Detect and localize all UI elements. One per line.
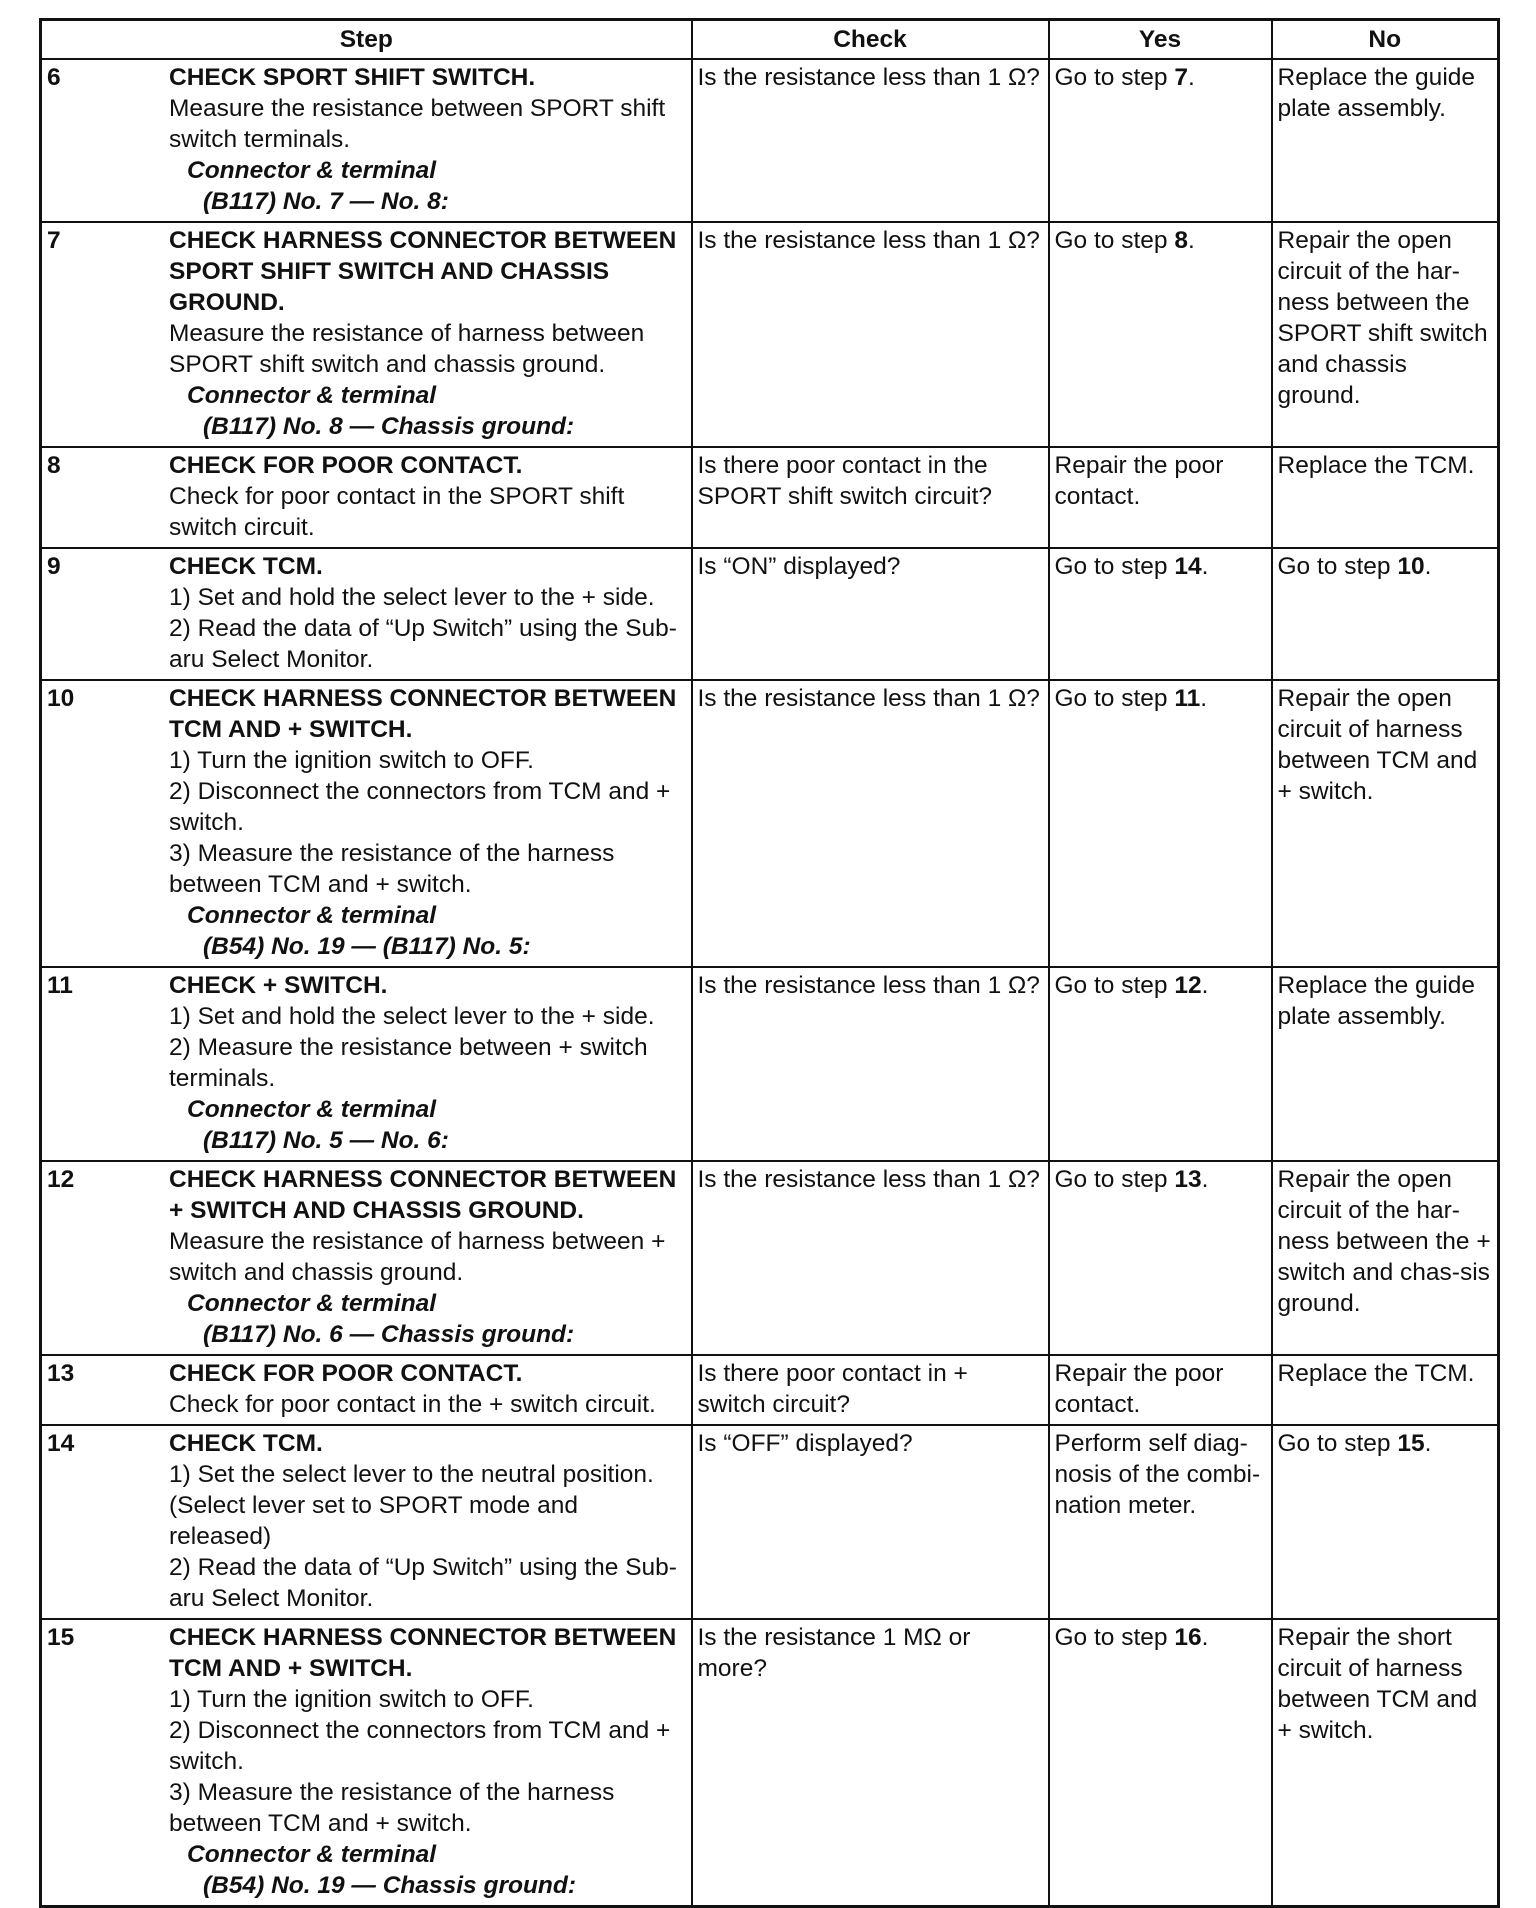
step-instruction: Check for poor contact in the SPORT shift — [169, 483, 625, 510]
step-number: 7 — [47, 227, 61, 254]
no-text: Repair the open circuit of the har-ness between the + switch and chas-sis ground. — [1277, 1166, 1491, 1317]
check-cell: Is the resistance less than 1 Ω? — [692, 967, 1049, 1161]
step-instruction: aru Select Monitor. — [169, 646, 374, 673]
yes-text: Perform self diag-nosis of the combi-nation meter. — [1054, 1430, 1261, 1519]
table-row — [41, 680, 1499, 967]
yes-end: . — [1201, 553, 1209, 580]
step-instruction: switch terminals. — [169, 126, 351, 153]
connector-label: Connector & terminal — [187, 1290, 437, 1317]
step-title: CHECK HARNESS CONNECTOR BETWEEN TCM AND + SWITCH. — [169, 1624, 677, 1682]
step-title: CHECK SPORT SHIFT SWITCH. — [169, 64, 536, 91]
step-title: CHECK FOR POOR CONTACT. — [169, 452, 523, 479]
step-cell — [41, 447, 692, 548]
step-cell — [41, 680, 692, 967]
no-cell — [1272, 967, 1499, 1161]
no-text: Replace the TCM. — [1277, 1360, 1475, 1387]
step-instruction: between TCM and + switch. — [169, 871, 472, 898]
no-cell — [1272, 1355, 1499, 1425]
yes-step-ref: 16 — [1174, 1624, 1202, 1651]
step-cell — [41, 548, 692, 680]
check-cell: Is the resistance 1 MΩ or more? — [692, 1619, 1049, 1907]
no-text: Replace the guide plate assembly. — [1277, 972, 1476, 1030]
step-instruction: Check for poor contact in the + switch circuit. — [169, 1391, 656, 1418]
step-instruction: 2) Read the data of “Up Switch” using the Sub- — [169, 1554, 677, 1581]
step-cell — [41, 1355, 692, 1425]
table-row — [41, 222, 1499, 447]
yes-text: Go to step — [1054, 227, 1175, 254]
header-yes: Yes — [1049, 20, 1272, 60]
step-instruction: aru Select Monitor. — [169, 1585, 374, 1612]
connector-value: (B54) No. 19 — Chassis ground: — [203, 1872, 577, 1899]
no-step-ref: 10 — [1397, 553, 1425, 580]
header-step: Step — [41, 20, 692, 60]
no-cell — [1272, 1619, 1499, 1907]
step-instruction: Measure the resistance between SPORT shift — [169, 95, 666, 122]
no-text: Repair the open circuit of the har-ness between the SPORT shift switch and chassis ground. — [1277, 227, 1488, 409]
step-cell — [41, 1425, 692, 1619]
yes-end: . — [1188, 227, 1195, 254]
yes-text: Repair the poor contact. — [1054, 452, 1224, 510]
step-cell — [41, 59, 692, 222]
step-number: 12 — [47, 1166, 75, 1193]
connector-label: Connector & terminal — [187, 1096, 437, 1123]
connector-value: (B117) No. 6 — Chassis ground: — [203, 1321, 575, 1348]
yes-text: Go to step — [1054, 972, 1175, 999]
step-instruction: switch and chassis ground. — [169, 1259, 464, 1286]
no-text: Go to step — [1277, 553, 1398, 580]
connector-label: Connector & terminal — [187, 382, 437, 409]
yes-cell — [1049, 1355, 1272, 1425]
table-row — [41, 59, 1499, 222]
check-cell: Is there poor contact in the SPORT shift switch circuit? — [692, 447, 1049, 548]
yes-step-ref: 12 — [1174, 972, 1202, 999]
yes-cell — [1049, 548, 1272, 680]
no-text: Replace the guide plate assembly. — [1277, 64, 1476, 122]
no-text: Go to step — [1277, 1430, 1398, 1457]
yes-end: . — [1188, 64, 1195, 91]
header-no: No — [1272, 20, 1499, 60]
step-cell — [41, 967, 692, 1161]
check-cell: Is the resistance less than 1 Ω? — [692, 59, 1049, 222]
check-cell: Is “OFF” displayed? — [692, 1425, 1049, 1619]
connector-label: Connector & terminal — [187, 902, 437, 929]
no-cell — [1272, 548, 1499, 680]
step-instruction: switch. — [169, 809, 244, 836]
yes-text: Go to step — [1054, 64, 1175, 91]
step-instruction: between TCM and + switch. — [169, 1810, 472, 1837]
step-title: CHECK TCM. — [169, 553, 323, 580]
diagnostic-table — [39, 18, 1500, 1908]
step-number: 10 — [47, 685, 75, 712]
step-number: 14 — [47, 1430, 75, 1457]
step-instruction: 2) Read the data of “Up Switch” using the Sub- — [169, 615, 677, 642]
yes-end: . — [1201, 972, 1209, 999]
yes-cell — [1049, 967, 1272, 1161]
step-number: 8 — [47, 452, 61, 479]
table-row — [41, 1425, 1499, 1619]
yes-step-ref: 14 — [1174, 553, 1202, 580]
step-instruction: Measure the resistance of harness between — [169, 320, 645, 347]
yes-step-ref: 11 — [1174, 685, 1201, 712]
step-instruction: 3) Measure the resistance of the harness — [169, 1779, 615, 1806]
no-cell — [1272, 222, 1499, 447]
no-cell — [1272, 1425, 1499, 1619]
check-cell: Is “ON” displayed? — [692, 548, 1049, 680]
yes-cell — [1049, 447, 1272, 548]
step-instruction: SPORT shift switch and chassis ground. — [169, 351, 606, 378]
yes-text: Repair the poor contact. — [1054, 1360, 1224, 1418]
yes-cell — [1049, 680, 1272, 967]
step-instruction: 1) Set and hold the select lever to the + side. — [169, 1003, 655, 1030]
step-instruction: 1) Turn the ignition switch to OFF. — [169, 747, 534, 774]
table-row — [41, 1161, 1499, 1355]
table-row — [41, 1619, 1499, 1907]
yes-cell — [1049, 59, 1272, 222]
no-text: Repair the short circuit of harness between TCM and + switch. — [1277, 1624, 1478, 1744]
connector-value: (B54) No. 19 — (B117) No. 5: — [203, 933, 531, 960]
step-title: CHECK HARNESS CONNECTOR BETWEEN SPORT SHIFT SWITCH AND CHASSIS GROUND. — [169, 227, 677, 316]
check-cell: Is there poor contact in + switch circuit? — [692, 1355, 1049, 1425]
step-cell — [41, 1619, 692, 1907]
step-title: CHECK FOR POOR CONTACT. — [169, 1360, 523, 1387]
no-cell — [1272, 680, 1499, 967]
yes-step-ref: 13 — [1174, 1166, 1202, 1193]
step-number: 13 — [47, 1360, 75, 1387]
yes-step-ref: 7 — [1174, 64, 1188, 91]
step-instruction: 3) Measure the resistance of the harness — [169, 840, 615, 867]
step-cell — [41, 1161, 692, 1355]
step-instruction: 1) Set and hold the select lever to the + side. — [169, 584, 655, 611]
check-cell: Is the resistance less than 1 Ω? — [692, 680, 1049, 967]
table-row — [41, 1355, 1499, 1425]
step-number: 6 — [47, 64, 61, 91]
step-title: CHECK TCM. — [169, 1430, 323, 1457]
yes-cell — [1049, 222, 1272, 447]
connector-value: (B117) No. 7 — No. 8: — [203, 188, 449, 215]
no-cell — [1272, 59, 1499, 222]
connector-value: (B117) No. 8 — Chassis ground: — [203, 413, 575, 440]
step-instruction: 2) Measure the resistance between + switch — [169, 1034, 648, 1061]
header-check: Check — [692, 20, 1049, 60]
step-instruction: Measure the resistance of harness between + — [169, 1228, 666, 1255]
yes-end: . — [1201, 1624, 1209, 1651]
no-cell — [1272, 447, 1499, 548]
step-instruction: switch circuit. — [169, 514, 315, 541]
yes-text: Go to step — [1054, 685, 1175, 712]
yes-text: Go to step — [1054, 553, 1175, 580]
step-cell — [41, 222, 692, 447]
step-title: CHECK HARNESS CONNECTOR BETWEEN TCM AND + SWITCH. — [169, 685, 677, 743]
check-cell: Is the resistance less than 1 Ω? — [692, 222, 1049, 447]
no-step-ref: 15 — [1397, 1430, 1425, 1457]
connector-label: Connector & terminal — [187, 1841, 437, 1868]
step-instruction: switch. — [169, 1748, 244, 1775]
step-instruction: (Select lever set to SPORT mode and released) — [169, 1492, 578, 1550]
yes-step-ref: 8 — [1174, 227, 1188, 254]
yes-cell — [1049, 1619, 1272, 1907]
step-number: 11 — [47, 972, 73, 999]
no-text: Replace the TCM. — [1277, 452, 1475, 479]
connector-value: (B117) No. 5 — No. 6: — [203, 1127, 449, 1154]
step-number: 9 — [47, 553, 61, 580]
no-end: . — [1424, 553, 1432, 580]
step-instruction: 2) Disconnect the connectors from TCM and + — [169, 778, 671, 805]
step-instruction: 1) Set the select lever to the neutral position. — [169, 1461, 654, 1488]
yes-end: . — [1200, 685, 1208, 712]
yes-text: Go to step — [1054, 1166, 1175, 1193]
yes-end: . — [1201, 1166, 1209, 1193]
no-end: . — [1424, 1430, 1432, 1457]
step-number: 15 — [47, 1624, 75, 1651]
yes-cell — [1049, 1161, 1272, 1355]
header-row — [41, 20, 1499, 60]
step-title: CHECK HARNESS CONNECTOR BETWEEN + SWITCH AND CHASSIS GROUND. — [169, 1166, 677, 1224]
table-row — [41, 548, 1499, 680]
table-row — [41, 967, 1499, 1161]
connector-label: Connector & terminal — [187, 157, 437, 184]
step-instruction: terminals. — [169, 1065, 276, 1092]
yes-text: Go to step — [1054, 1624, 1175, 1651]
check-cell: Is the resistance less than 1 Ω? — [692, 1161, 1049, 1355]
no-cell — [1272, 1161, 1499, 1355]
no-text: Repair the open circuit of harness between TCM and + switch. — [1277, 685, 1478, 805]
step-instruction: 2) Disconnect the connectors from TCM and + — [169, 1717, 671, 1744]
yes-cell — [1049, 1425, 1272, 1619]
table-row — [41, 447, 1499, 548]
step-instruction: 1) Turn the ignition switch to OFF. — [169, 1686, 534, 1713]
step-title: CHECK + SWITCH. — [169, 972, 388, 999]
